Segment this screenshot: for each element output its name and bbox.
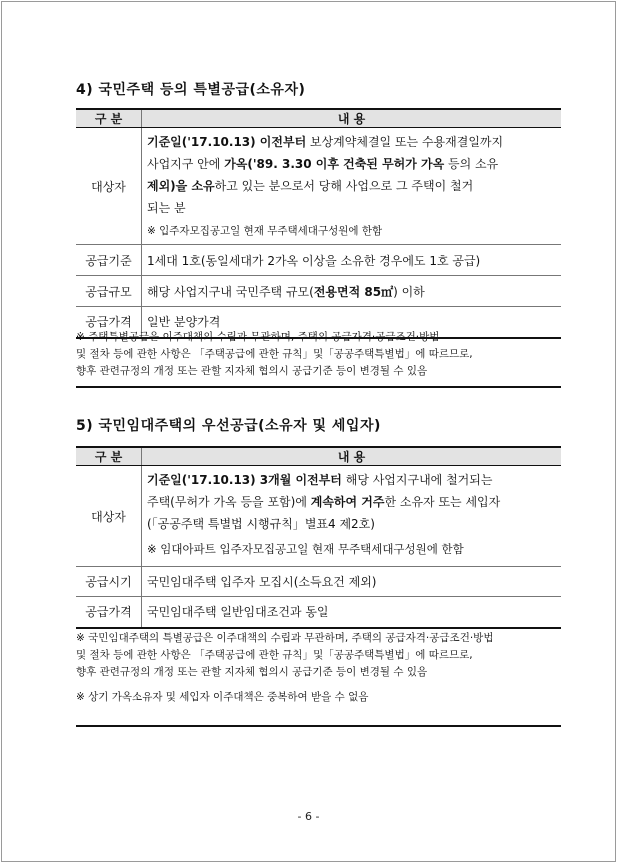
target-line-1: 기준일('17.10.13) 이전부터 보상계약체결일 또는 수용재결일까지 bbox=[147, 135, 504, 149]
section-5-divider bbox=[76, 725, 561, 727]
note-line: ※ 주택특별공급은 이주대책의 수립과 무관하며, 주택의 공급자격·공급조건·방법 bbox=[76, 331, 440, 343]
table-header-row bbox=[76, 109, 561, 128]
section-4-divider bbox=[76, 386, 561, 388]
section-5-title: 5) 국민임대주택의 우선공급(소유자 및 세입자) bbox=[76, 418, 381, 434]
row-label: 대상자 bbox=[76, 466, 142, 567]
header-content: 내 용 bbox=[142, 109, 562, 128]
note-line: ※ 국민임대주택의 특별공급은 이주대책의 수립과 무관하며, 주택의 공급자격·공급조건·방법 bbox=[76, 632, 494, 644]
row-content: 일반 분양가격 bbox=[142, 307, 562, 338]
row-content: 국민임대주택 일반임대조건과 동일 bbox=[142, 597, 562, 628]
row-content bbox=[142, 128, 562, 245]
note-line: 및 절차 등에 관한 사항은 「주택공급에 관한 규칙」및「공공주택특별법」에 따르므로, bbox=[76, 348, 473, 360]
section-5-table bbox=[76, 446, 561, 629]
note-line: 향후 관련규정의 개정 또는 관할 지자체 협의시 공급기준 등이 변경될 수 있음 bbox=[76, 666, 428, 678]
table-header-row bbox=[76, 447, 561, 466]
row-content bbox=[142, 466, 562, 567]
section-5-notes bbox=[76, 630, 561, 706]
table-row-target bbox=[76, 128, 561, 245]
row-content: 해당 사업지구내 국민주택 규모(전용면적 85㎡) 이하 bbox=[142, 276, 562, 307]
section-4-notes bbox=[76, 329, 561, 380]
target-line-3: 제외)을 소유하고 있는 분으로서 당해 사업으로 그 주택이 철거 bbox=[147, 179, 474, 193]
target-line-1: 기준일('17.10.13) 3개월 이전부터 해당 사업지구내에 철거되는 bbox=[147, 473, 493, 487]
target-note: ※ 입주자모집공고일 현재 무주택세대구성원에 한함 bbox=[147, 225, 383, 237]
row-label: 공급가격 bbox=[76, 307, 142, 338]
row-label: 공급가격 bbox=[76, 597, 142, 628]
target-line-2: 사업지구 안에 가옥('89. 3.30 이후 건축된 무허가 가옥 등의 소유 bbox=[147, 157, 499, 171]
row-content: 국민임대주택 입주자 모집시(소득요건 제외) bbox=[142, 567, 562, 597]
table-row bbox=[76, 245, 561, 276]
note-line: 향후 관련규정의 개정 또는 관할 지자체 협의시 공급기준 등이 변경될 수 있음 bbox=[76, 365, 428, 377]
header-category: 구 분 bbox=[76, 109, 142, 128]
target-line-4: 되는 분 bbox=[147, 201, 186, 215]
row-label: 공급시기 bbox=[76, 567, 142, 597]
row-label: 공급규모 bbox=[76, 276, 142, 307]
header-category: 구 분 bbox=[76, 447, 142, 466]
section-4-table bbox=[76, 108, 561, 339]
target-line-3: (「공공주택 특별법 시행규칙」별표4 제2호) bbox=[147, 517, 375, 531]
table-row bbox=[76, 276, 561, 307]
header-content: 내 용 bbox=[142, 447, 562, 466]
row-label: 공급기준 bbox=[76, 245, 142, 276]
note-line: 및 절차 등에 관한 사항은 「주택공급에 관한 규칙」및「공공주택특별법」에 따르므로, bbox=[76, 649, 473, 661]
table-row bbox=[76, 597, 561, 628]
row-label: 대상자 bbox=[76, 128, 142, 245]
target-line-2: 주택(무허가 가옥 등을 포함)에 계속하여 거주한 소유자 또는 세입자 bbox=[147, 495, 501, 509]
note-line: ※ 상기 가옥소유자 및 세입자 이주대책은 중복하여 받을 수 없음 bbox=[76, 691, 369, 703]
section-4-title: 4) 국민주택 등의 특별공급(소유자) bbox=[76, 82, 306, 98]
table-row-target bbox=[76, 466, 561, 567]
table-row bbox=[76, 567, 561, 597]
row-content: 1세대 1호(동일세대가 2가옥 이상을 소유한 경우에도 1호 공급) bbox=[142, 245, 562, 276]
page-number: - 6 - bbox=[297, 810, 320, 823]
target-note: ※ 임대아파트 입주자모집공고일 현재 무주택세대구성원에 한함 bbox=[147, 542, 464, 556]
